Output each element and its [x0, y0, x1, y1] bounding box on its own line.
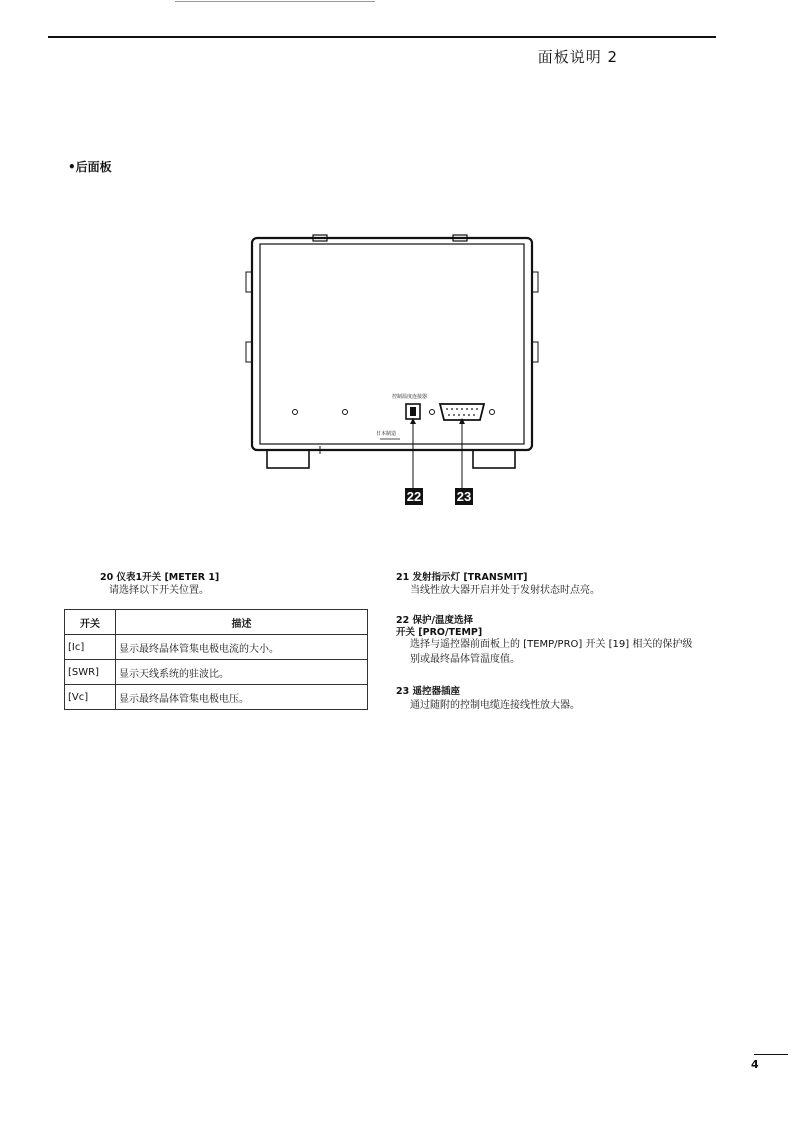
- table-header-row: [65, 610, 368, 635]
- table-cell-description: 显示最终晶体管集电极电压。: [116, 685, 368, 710]
- table-cell-description: 显示最终晶体管集电极电流的大小。: [116, 635, 368, 660]
- item22-text-line1: 选择与遥控器前面板上的 [TEMP/PRO] 开关 [19] 相关的保护级: [410, 639, 693, 650]
- table-header-switch: 开关: [65, 610, 116, 635]
- table-cell-switch: [Vc]: [65, 685, 116, 710]
- callout-23: 23: [456, 489, 472, 504]
- top-faint-rule: [175, 1, 375, 2]
- item20-text: 请选择以下开关位置。: [109, 585, 209, 596]
- table-header-description: 描述: [116, 610, 368, 635]
- item23-text: 通过随附的控制电缆连接线性放大器。: [410, 700, 580, 711]
- header-rule: [48, 36, 716, 38]
- page-header-title: 面板说明 2: [537, 48, 618, 66]
- item23-heading: 23 遥控器插座: [396, 686, 461, 697]
- footer-rule: [754, 1054, 788, 1055]
- item20-heading: 20 仪表1开关 [METER 1]: [100, 572, 220, 583]
- callout-22: 22: [406, 489, 422, 504]
- item21-heading: 21 发射指示灯 [TRANSMIT]: [396, 572, 528, 583]
- table-row: [65, 635, 368, 660]
- table-row: [65, 660, 368, 685]
- page-number: 4: [751, 1058, 759, 1071]
- section-title: •后面板: [68, 160, 112, 174]
- item22-heading-line1: 22 保护/温度选择: [396, 615, 473, 626]
- table-cell-switch: [Ic]: [65, 635, 116, 660]
- table-row: [65, 685, 368, 710]
- rear-panel-figure: [240, 232, 540, 496]
- switch-table: [64, 609, 368, 710]
- item22-heading-line2: 开关 [PRO/TEMP]: [396, 627, 483, 638]
- connector-label: 控制温度连接器: [392, 394, 428, 400]
- table-cell-description: 显示天线系统的驻波比。: [116, 660, 368, 685]
- made-in-label: 日本制造: [376, 431, 397, 437]
- item21-text: 当线性放大器开启并处于发射状态时点亮。: [410, 585, 600, 596]
- rear-panel-drawing: [240, 232, 540, 492]
- table-cell-switch: [SWR]: [65, 660, 116, 685]
- item22-text-line2: 别或最终晶体管温度值。: [410, 654, 520, 665]
